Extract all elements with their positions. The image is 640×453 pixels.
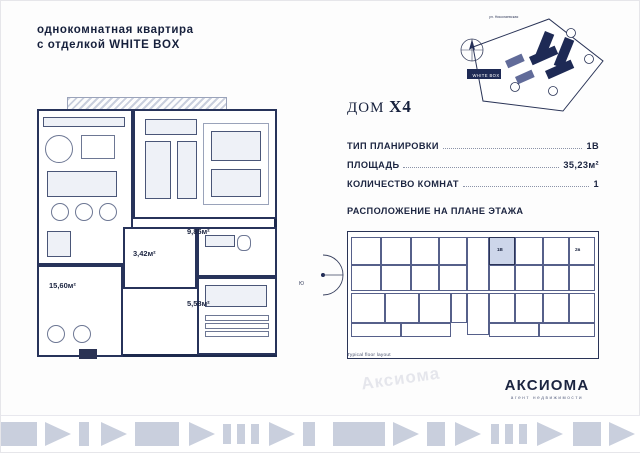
floor-core: [467, 237, 489, 291]
floor-unit: [351, 237, 381, 265]
floor-unit: [543, 293, 569, 323]
site-map-street-label: ул. Николаевская: [489, 15, 519, 19]
floor-unit: [351, 323, 401, 337]
furniture-armchair: [45, 135, 73, 163]
floor-unit: [569, 293, 595, 323]
furniture-sink: [81, 135, 115, 159]
spec-label-rooms: КОЛИЧЕСТВО КОМНАТ: [347, 179, 459, 189]
brand-logo: [487, 377, 607, 400]
floor-unit: [351, 293, 385, 323]
compass-label: Ю: [299, 281, 305, 287]
floor-unit: [439, 237, 467, 265]
furniture-plant-1: [47, 325, 65, 343]
furniture-sink-bath: [205, 235, 235, 247]
floor-unit: [489, 265, 515, 291]
floor-unit: [451, 293, 467, 323]
house-prefix: ДОМ: [347, 100, 385, 116]
spec-value-rooms: 1: [593, 179, 599, 189]
room-area-bath: 5,58м²: [187, 299, 210, 308]
page-title: [37, 23, 194, 53]
furniture-counter: [43, 117, 125, 127]
floor-unit: [543, 265, 569, 291]
compass-top: [459, 37, 485, 63]
floor-unit: [489, 323, 539, 337]
floor-stairs: [467, 293, 489, 335]
watermark: Аксиома: [359, 363, 442, 394]
floor-unit: [381, 237, 411, 265]
stair-tread-3: [205, 331, 269, 337]
banner-pattern: [1, 422, 640, 446]
floor-unit: [489, 293, 515, 323]
furniture-plant-2: [73, 325, 91, 343]
furniture-toilet: [237, 235, 251, 251]
page-title-line-1: однокомнатная квартира: [37, 24, 194, 36]
floor-unit-label-2: 2в: [575, 247, 581, 252]
floor-unit: [515, 293, 543, 323]
spec-dots: [403, 166, 559, 168]
floor-unit: [351, 265, 381, 291]
specs-list: [347, 141, 599, 198]
furniture-storage: [211, 169, 261, 197]
stair-tread-1: [205, 315, 269, 321]
furniture-chair-2: [75, 203, 93, 221]
furniture-chair-1: [51, 203, 69, 221]
floor-layout-diagram: [347, 231, 599, 359]
floor-unit: [439, 265, 467, 291]
furniture-table: [211, 131, 261, 161]
furniture-fridge: [47, 231, 71, 257]
room-area-hall: 3,42м²: [133, 249, 156, 258]
brand-name: АКСИОМА: [504, 377, 590, 394]
spec-row-area: [347, 160, 599, 170]
floor-section-title: РАСПОЛОЖЕНИЕ НА ПЛАНЕ ЭТАЖА: [347, 206, 524, 216]
site-map: [453, 17, 605, 113]
floor-unit: [569, 237, 595, 265]
spec-row-type: [347, 141, 599, 151]
floor-unit: [381, 265, 411, 291]
furniture-bathtub: [205, 285, 267, 307]
spec-label-type: ТИП ПЛАНИРОВКИ: [347, 141, 439, 151]
furniture-step: [79, 349, 97, 359]
floor-unit: [419, 293, 451, 323]
room-hall: [123, 227, 197, 289]
site-map-svg: [453, 17, 605, 113]
floor-unit: [411, 237, 439, 265]
spec-value-type: 1B: [586, 141, 599, 151]
spec-dots: [463, 185, 590, 187]
room-area-main: 15,60м²: [49, 281, 76, 290]
bottom-banner: [1, 415, 640, 452]
floor-unit: [411, 265, 439, 291]
furniture-wardrobe: [177, 141, 197, 199]
furniture-dining-table: [47, 171, 117, 197]
house-heading: [347, 97, 412, 117]
spec-row-rooms: [347, 179, 599, 189]
floor-highlight-label: 1В: [497, 247, 503, 252]
room-area-living: 9,85м²: [187, 227, 210, 236]
spec-label-area: ПЛОЩАДЬ: [347, 160, 400, 170]
room-main: [37, 265, 123, 357]
spec-value-area: 35,23м²: [563, 160, 599, 170]
page-title-line-2: с отделкой WHITE BOX: [37, 39, 180, 51]
floor-unit: [401, 323, 451, 337]
floor-unit: [539, 323, 595, 337]
furniture-bed: [145, 141, 171, 199]
floor-unit: [543, 237, 569, 265]
floor-unit: [385, 293, 419, 323]
floor-unit: [515, 265, 543, 291]
site-map-badge: WHITE BOX: [472, 72, 500, 78]
floor-unit: [569, 265, 595, 291]
furniture-chair-3: [99, 203, 117, 221]
furniture-sofa: [145, 119, 197, 135]
house-number: X4: [389, 97, 412, 116]
stair-tread-2: [205, 323, 269, 329]
compass-floor: [301, 253, 345, 297]
brand-subtitle: агент недвижимости: [510, 395, 584, 400]
floor-unit: [515, 237, 543, 265]
spec-dots: [443, 147, 583, 149]
apartment-plan: [37, 109, 277, 357]
floor-layout-caption: Typical floor layout: [347, 353, 391, 358]
